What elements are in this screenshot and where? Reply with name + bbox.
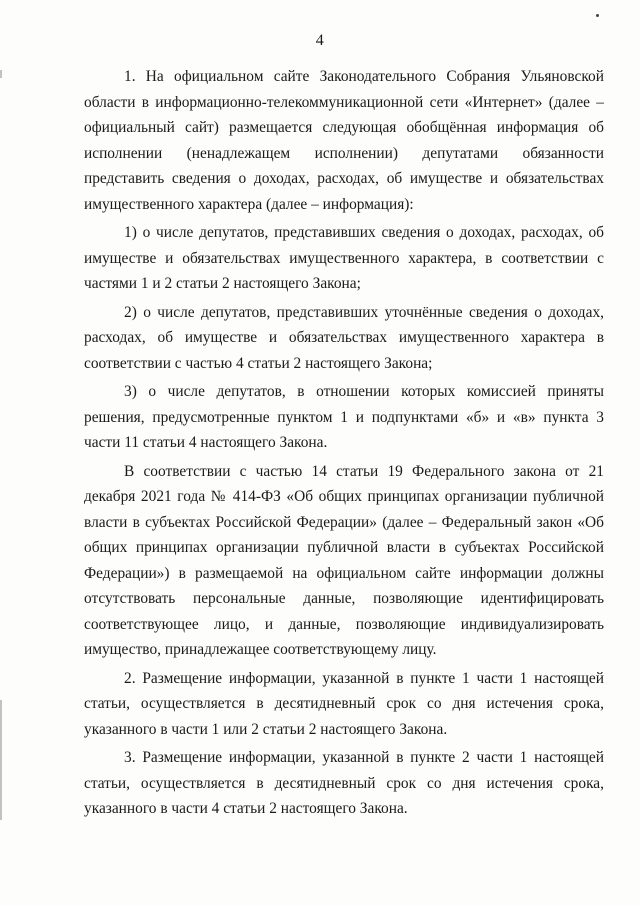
paragraph-article-part-2: 2. Размещение информации, указанной в пункте 1 части 1 настоящей статьи, осуществляется в десятидневный срок со дня истечения срока, указанного в части 1 или 2 статьи 2 настоящего Закона. (84, 669, 604, 738)
paragraph-article-part-3: 3. Размещение информации, указанной в пункте 2 части 1 настоящей статьи, осуществляется в десятидневный срок со дня истечения срока, указанного в части 4 статьи 2 настоящего Закона. (84, 749, 604, 817)
paragraph-item-2: 2) о числе депутатов, представивших уточнённые сведения о доходах, расходах, об имуществе и обязательствах имущественного характера в соответствии с частью 4 статьи 2 настоящего Закона; (84, 303, 604, 372)
document-body (84, 64, 604, 825)
paragraph-item-3: 3) о числе депутатов, в отношении которых комиссией приняты решения, предусмотренные пунктом 1 и подпунктами «б» и «в» пункта 3 части 11 статьи 4 настоящего Закона. (84, 383, 604, 451)
paragraph-item-1: 1) о числе депутатов, представивших сведения о доходах, расходах, об имуществе и обязательствах имущественного характера, в соответствии с частями 1 и 2 статьи 2 настоящего Закона; (84, 224, 604, 292)
paragraph-article-part-1: 1. На официальном сайте Законодательного Собрания Ульяновской области в информационно-телекоммуникационной сети «Интернет» (далее – официальный сайт) размещается следующая обобщённая информация об исполнении (ненадлежащем исполнении) депутатами обязанности представить сведения о доходах, расходах, об имуществе и обязательствах имущественного характера (далее – информация): (84, 68, 604, 213)
scan-edge-mark (0, 700, 2, 820)
scan-speck (596, 14, 599, 17)
page-number: 4 (315, 32, 325, 49)
scan-edge-mark (0, 70, 2, 78)
paragraph-federal-law-reference: В соответствии с частью 14 статьи 19 Федерального закона от 21 декабря 2021 года № 414-ФЗ «Об общих принципах организации публичной власти в субъектах Российской Федерации» (далее – Федеральный закон «Об общих принципах организации публичной власти в субъектах Российской Федерации») в размещаемой на официальном сайте информации должны отсутствовать персональные данные, позволяющие идентифицировать соответствующее лицо, и данные, позволяющие индивидуализировать имущество, принадлежащее соответствующему лицу. (84, 462, 604, 658)
